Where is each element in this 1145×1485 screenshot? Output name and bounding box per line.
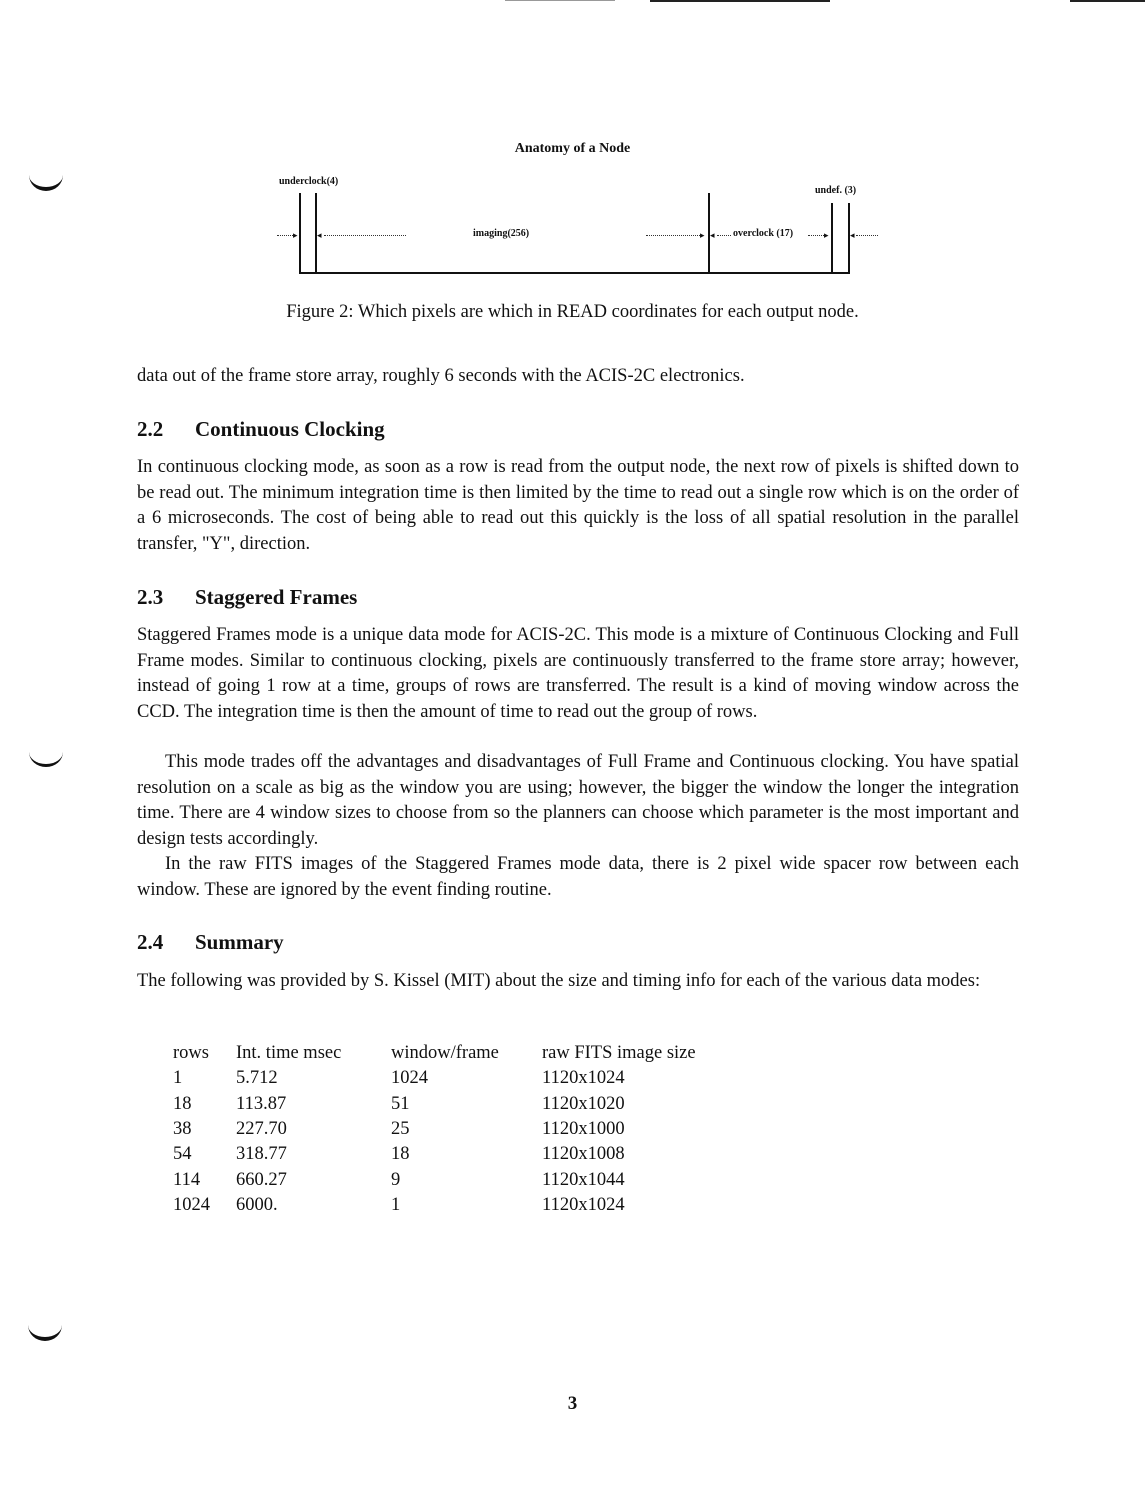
arrow-left-icon: ◂: [850, 230, 855, 240]
cell-window-frame: 51: [391, 1093, 410, 1114]
leader-dots: [646, 235, 700, 236]
table-header-row: [173, 1041, 742, 1066]
cell-int-time: 6000.: [236, 1194, 278, 1215]
cell-rows: 54: [173, 1144, 192, 1165]
paragraph-intro-continuation: data out of the frame store array, roughly 6 seconds with the ACIS-2C electronics.: [137, 366, 745, 386]
leader-dots: [324, 235, 406, 236]
cell-image-size: 1120x1008: [542, 1144, 625, 1165]
cell-rows: 114: [173, 1169, 201, 1190]
paragraph: This mode trades off the advantages and disadvantages of Full Frame and Continuous clocking. You have spatial resolution on a scale as big as the window you are using; however, the bigger the window the longer the integration time. There are 4 window sizes to choose from so the planners can choose which parameter is the most important and design tests accordingly.: [137, 752, 1019, 849]
paragraph: Staggered Frames mode is a unique data mode for ACIS-2C. This mode is a mixture of Continuous Clocking and Full Frame modes. Similar to continuous clocking, pixels are continuously transferred to the frame store array; however, instead of going 1 row at a time, groups of rows are transferred. The result is a kind of moving window across the CCD. The integration time is then the amount of time to read out the group of rows.: [137, 625, 1019, 722]
arrow-right-icon: ▸: [293, 230, 298, 240]
column-header: raw FITS image size: [542, 1043, 696, 1064]
section-title: Summary: [195, 930, 284, 954]
arrow-left-icon: ◂: [710, 230, 715, 240]
figure-caption: Figure 2: Which pixels are which in READ coordinates for each output node.: [286, 302, 859, 322]
cell-int-time: 318.77: [236, 1144, 287, 1165]
baseline: [299, 272, 850, 274]
section-number: 2.2: [137, 417, 164, 441]
table-row: [173, 1193, 742, 1218]
label-underclock: underclock(4): [279, 176, 339, 187]
cell-image-size: 1120x1020: [542, 1093, 625, 1114]
margin-punch-mark: [28, 1325, 62, 1341]
boundary-line: [831, 203, 833, 273]
cell-rows: 1024: [173, 1194, 210, 1215]
margin-punch-mark: [29, 175, 63, 191]
leader-dots: [856, 235, 878, 236]
label-undef: undef. (3): [815, 185, 857, 196]
boundary-line: [299, 193, 301, 273]
cell-rows: 18: [173, 1093, 192, 1114]
column-header: rows: [173, 1043, 209, 1064]
cell-int-time: 113.87: [236, 1093, 287, 1114]
cell-rows: 1: [173, 1068, 183, 1089]
section-heading-2-3: [137, 585, 357, 610]
section-number: 2.3: [137, 585, 164, 609]
cell-window-frame: 18: [391, 1144, 410, 1165]
arrow-right-icon: ▸: [700, 230, 705, 240]
cell-window-frame: 25: [391, 1119, 410, 1140]
margin-punch-mark: [29, 752, 63, 767]
table-row: [173, 1167, 742, 1192]
arrow-right-icon: ▸: [824, 230, 829, 240]
paragraph: In continuous clocking mode, as soon as a row is read from the output node, the next row of pixels is shifted down to be read out. The minimum integration time is then limited by the time to read out a single row which is on the order of a 6 microseconds. The cost of being able to read out this quickly is the loss of all spatial resolution in the parallel transfer, "Y", direction.: [137, 457, 1019, 554]
arrow-left-icon: ◂: [317, 230, 322, 240]
scan-artifact-line: [1070, 0, 1145, 2]
cell-rows: 38: [173, 1119, 192, 1140]
section-title: Continuous Clocking: [195, 417, 385, 441]
page-number: 3: [567, 1393, 578, 1414]
paragraph: In the raw FITS images of the Staggered Frames mode data, there is 2 pixel wide spacer row between each window. These are ignored by the event finding routine.: [137, 854, 1019, 900]
label-imaging: imaging(256): [473, 228, 530, 239]
leader-dots: [717, 235, 731, 236]
cell-int-time: 227.70: [236, 1119, 287, 1140]
section-heading-2-4: [137, 930, 284, 955]
paragraph: The following was provided by S. Kissel (MIT) about the size and timing info for each of the various data modes:: [137, 971, 981, 991]
summary-table: [173, 1041, 742, 1218]
table-row: [173, 1142, 742, 1167]
column-header: Int. time msec: [236, 1043, 342, 1064]
figure-title: Anatomy of a Node: [514, 141, 631, 156]
table-row: [173, 1066, 742, 1091]
cell-int-time: 660.27: [236, 1169, 287, 1190]
section-title: Staggered Frames: [195, 585, 358, 609]
cell-image-size: 1120x1024: [542, 1194, 625, 1215]
cell-window-frame: 1: [391, 1194, 401, 1215]
column-header: window/frame: [391, 1043, 499, 1064]
table-row: [173, 1117, 742, 1142]
section-number: 2.4: [137, 930, 164, 954]
section-heading-2-2: [137, 417, 385, 442]
cell-image-size: 1120x1044: [542, 1169, 625, 1190]
cell-window-frame: 1024: [391, 1068, 428, 1089]
scan-artifact-line: [505, 0, 615, 1]
scan-artifact-line: [650, 0, 830, 2]
cell-int-time: 5.712: [236, 1068, 278, 1089]
cell-image-size: 1120x1000: [542, 1119, 625, 1140]
cell-image-size: 1120x1024: [542, 1068, 625, 1089]
label-overclock: overclock (17): [733, 228, 794, 239]
table-row: [173, 1092, 742, 1117]
cell-window-frame: 9: [391, 1169, 401, 1190]
